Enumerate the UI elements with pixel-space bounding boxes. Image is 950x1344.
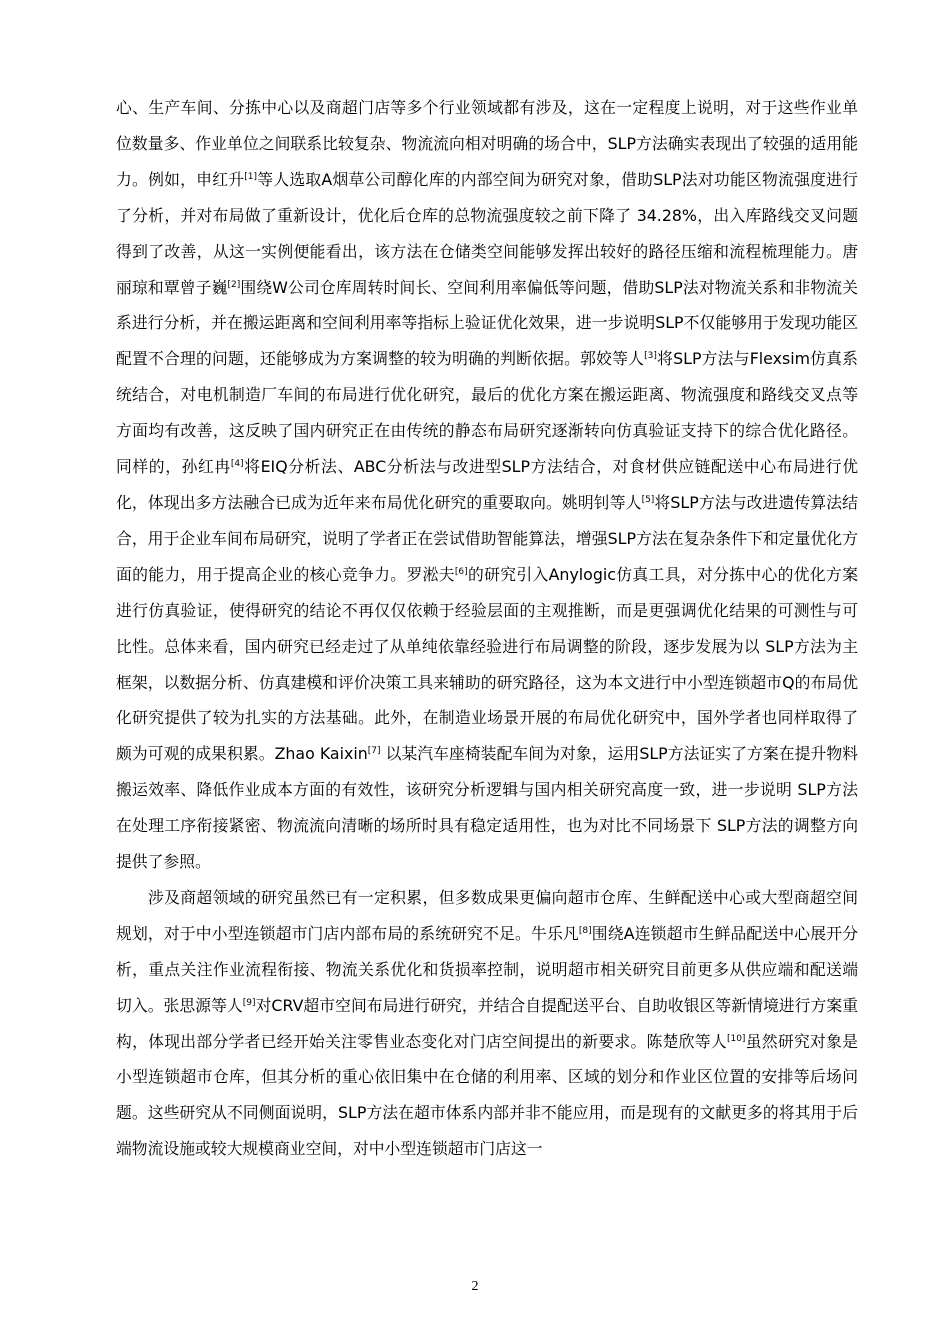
- citation-ref: [9]: [242, 997, 256, 1008]
- text-segment: 围绕A连锁超市生鲜品配送中心展开分析，重点关注作业流程衔接、物流关系优化和货损率控制，说明超市相关研究目前更多从供应端和配送端切入。张思源等人: [116, 923, 858, 1015]
- text-segment: 将EIQ分析法、ABC分析法与改进型SLP方法结合，对食材供应链配送中心布局进行优化，体现出多方法融合已成为近年来布局优化研究的重要取向。姚明钊等人: [116, 457, 858, 512]
- citation-ref: [3]: [644, 351, 657, 362]
- text-segment: 将SLP方法与改进遗传算法结合，用于企业车间布局研究，说明了学者正在尝试借助智能算法，增强SLP方法在复杂条件下和定量优化方面的能力，用于提高企业的核心竞争力。罗淞夫: [116, 492, 858, 584]
- citation-ref: [8]: [578, 925, 592, 936]
- text-segment: 以某汽车座椅装配车间为对象，运用SLP方法证实了方案在提升物料搬运效率、降低作业成本方面的有效性，该研究分析逻辑与国内相关研究高度一致，进一步说明 SLP方法在处理工序衔接紧密、物流流向清晰的场所时具有稳定适用性，也为对比不同场景下 SLP方法的调整方向提供了参照。: [116, 744, 858, 872]
- citation-ref: [10]: [726, 1033, 746, 1044]
- text-segment: 涉及商超领域的研究虽然已有一定积累，但多数成果更偏向超市仓库、生鲜配送中心或大型商超空间规划，对于中小型连锁超市门店内部布局的系统研究不足。牛乐凡: [116, 887, 858, 943]
- text-segment: 对CRV超市空间布局进行研究，并结合自提配送平台、自助收银区等新情境进行方案重构，体现出部分学者已经开始关注零售业态变化对门店空间提出的新要求。陈楚欣等人: [116, 995, 858, 1051]
- citation-ref: [7]: [367, 746, 381, 757]
- body-paragraph: [116, 90, 858, 880]
- citation-ref: [4]: [230, 459, 244, 470]
- page-number: 2: [471, 1279, 479, 1294]
- text-segment: 虽然研究对象是小型连锁超市仓库，但其分析的重心依旧集中在仓储的利用率、区域的划分和作业区位置的安排等后场问题。这些研究从不同侧面说明，SLP方法在超市体系内部并非不能应用，而是现有的文献更多的将其用于后端物流设施或较大规模商业空间，对中小型连锁超市门店这一: [116, 1031, 858, 1159]
- citation-ref: [5]: [641, 494, 655, 505]
- text-segment: 将SLP方法与Flexsim仿真系统结合，对电机制造厂车间的布局进行优化研究，最后的优化方案在搬运距离、物流强度和路线交叉点等方面均有改善，这反映了国内研究正在由传统的静态布局研究逐渐转向仿真验证支持下的综合优化路径。同样的，孙红冉: [116, 349, 858, 477]
- citation-ref: [1]: [244, 171, 258, 182]
- text-segment: 围绕W公司仓库周转时间长、空间利用率偏低等问题，借助SLP法对物流关系和非物流关系进行分析，并在搬运距离和空间利用率等指标上验证优化效果，进一步说明SLP不仅能够用于发现功能区配置不合理的问题，还能够成为方案调整的较为明确的判断依据。郭姣等人: [116, 277, 858, 369]
- page-body: [116, 90, 858, 1167]
- body-paragraph: [116, 880, 858, 1167]
- text-segment: 等人选取A烟草公司醇化库的内部空间为研究对象，借助SLP法对功能区物流强度进行了分析，并对布局做了重新设计，优化后仓库的总物流强度较之前下降了 34.28%，出入库路线交叉问题得到了改善，从这一实例便能看出，该方法在仓储类空间能够发挥出较好的路径压缩和流程梳理能力。唐丽琼和覃曾子巍: [116, 169, 858, 297]
- text-segment: 心、生产车间、分拣中心以及商超门店等多个行业领域都有涉及，这在一定程度上说明，对于这些作业单位数量多、作业单位之间联系比较复杂、物流流向相对明确的场合中，SLP方法确实表现出了较强的适用能力。例如，申红升: [116, 98, 858, 189]
- citation-ref: [6]: [454, 566, 468, 577]
- text-segment: 的研究引入Anylogic仿真工具，对分拣中心的优化方案进行仿真验证，使得研究的结论不再仅仅依赖于经验层面的主观推断，而是更强调优化结果的可测性与可比性。总体来看，国内研究已经走过了从单纯依靠经验进行布局调整的阶段，逐步发展为以 SLP方法为主框架，以数据分析、仿真建模和评价决策工具来辅助的研究路径，这为本文进行中小型连锁超市Q的布局优化研究提供了较为扎实的方法基础。此外，在制造业场景开展的布局优化研究中，国外学者也同样取得了颇为可观的成果积累。Zhao Kaixin: [116, 564, 858, 764]
- citation-ref: [2]: [227, 279, 241, 290]
